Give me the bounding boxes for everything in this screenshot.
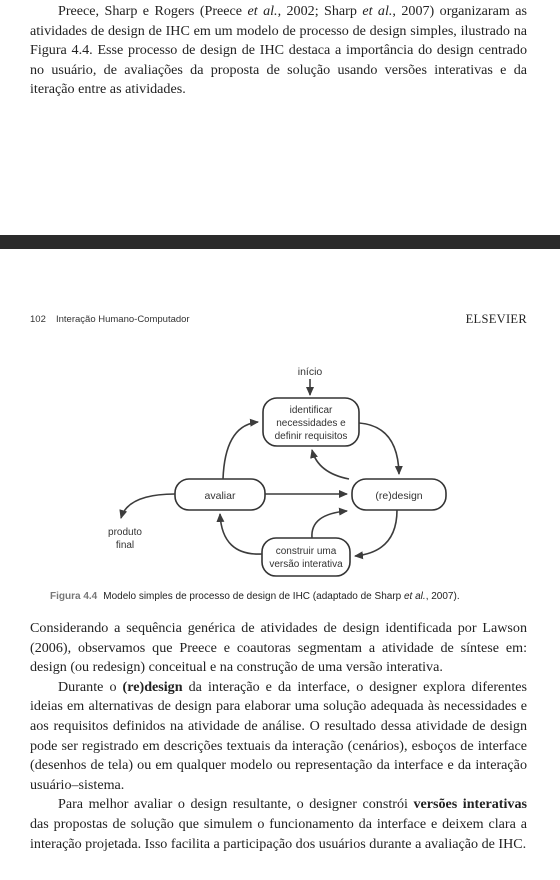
- bottom-paragraphs: [30, 619, 527, 854]
- caption-text: Modelo simples de processo de design de IHC (adaptado de Sharp: [103, 591, 404, 602]
- text-segment: , 2007) organizaram as atividades de design de IHC em um modelo de processo de design simples, ilustrado na Figura 4.4. Esse processo de design de IHC destaca a importância do design centrado no usuário, de avaliações da proposta de solução usando versões interativas e da iteração entre as atividades.: [30, 3, 527, 98]
- figure-caption: [50, 591, 530, 602]
- arrow-redesign-to-identify: [312, 450, 349, 479]
- paragraph-redesign: [30, 678, 527, 796]
- redesign-label: (re)design: [375, 490, 423, 502]
- text-segment: Para melhor avaliar o design resultante, o designer constrói: [58, 796, 414, 813]
- evaluate-label: avaliar: [204, 490, 236, 502]
- book-title: Interação Humano-Computador: [56, 314, 190, 325]
- final-product-line-1: produto: [108, 527, 142, 538]
- identify-line-1: identificar: [289, 405, 333, 416]
- identify-line-2: necessidades e: [276, 418, 346, 429]
- text-segment: das propostas de solução que simulem o funcionamento da interface e deixem clara a interação projetada. Isso facilita a participação dos usuários durante a avaliação de IHC.: [30, 815, 527, 852]
- build-line-1: construir uma: [275, 546, 337, 557]
- top-paragraph: [30, 2, 527, 100]
- arrow-evaluate-to-identify: [223, 422, 258, 479]
- publisher-name: ELSEVIER: [465, 312, 527, 326]
- final-product-line-2: final: [115, 540, 135, 551]
- build-line-2: versão interativa: [269, 559, 343, 570]
- arrow-build-to-evaluate: [220, 514, 262, 554]
- paragraph-interactive-versions: [30, 795, 527, 854]
- text-segment: Preece, Sharp e Rogers (Preece: [58, 3, 248, 19]
- arrow-evaluate-to-final-product: [121, 494, 175, 518]
- intro-paragraph: [30, 2, 527, 100]
- paragraph-lawson: Considerando a sequência genérica de atividades de design identificada por Lawson (2006), observamos que Preece e coautoras segmentam a atividade de síntese em: design (ou redesign) conceitual e na construção de uma versão interativa.: [30, 620, 527, 676]
- diagram-svg: [0, 360, 560, 590]
- arrow-redesign-to-build: [355, 510, 397, 556]
- caption-text-end: , 2007).: [425, 591, 460, 602]
- page-divider: [0, 235, 560, 249]
- arrow-identify-to-redesign: [359, 423, 399, 474]
- arrow-build-to-redesign: [312, 511, 347, 538]
- italic-et-al: et al.: [362, 3, 393, 19]
- text-segment: Durante o: [58, 678, 123, 695]
- process-diagram: [0, 360, 560, 590]
- figure-label: Figura 4.4: [50, 591, 98, 602]
- page-number: 102: [30, 314, 46, 325]
- text-segment: da interação e da interface, o designer explora diferentes ideias em alternativas de design para elaborar uma solução adequada às necessidades e aos requisitos definidos na atividade de análise. O resultado dessa atividade de design pode ser registrado em descrições textuais da interação (cenários), esboços de interface (desenhos de tela) ou em qualquer modelo ou representação da interface e da interação usuário–sistema.: [30, 678, 527, 793]
- start-label: início: [297, 366, 323, 378]
- identify-line-3: definir requisitos: [274, 431, 348, 442]
- bold-term-interactive-versions: versões interativas: [413, 796, 527, 813]
- build-box: [262, 538, 350, 576]
- italic-et-al: et al.: [247, 3, 278, 19]
- bold-term-redesign: (re)design: [122, 678, 183, 695]
- caption-et-al: et al.: [404, 591, 426, 602]
- text-segment: , 2002; Sharp: [277, 3, 363, 19]
- page-header: [30, 312, 527, 330]
